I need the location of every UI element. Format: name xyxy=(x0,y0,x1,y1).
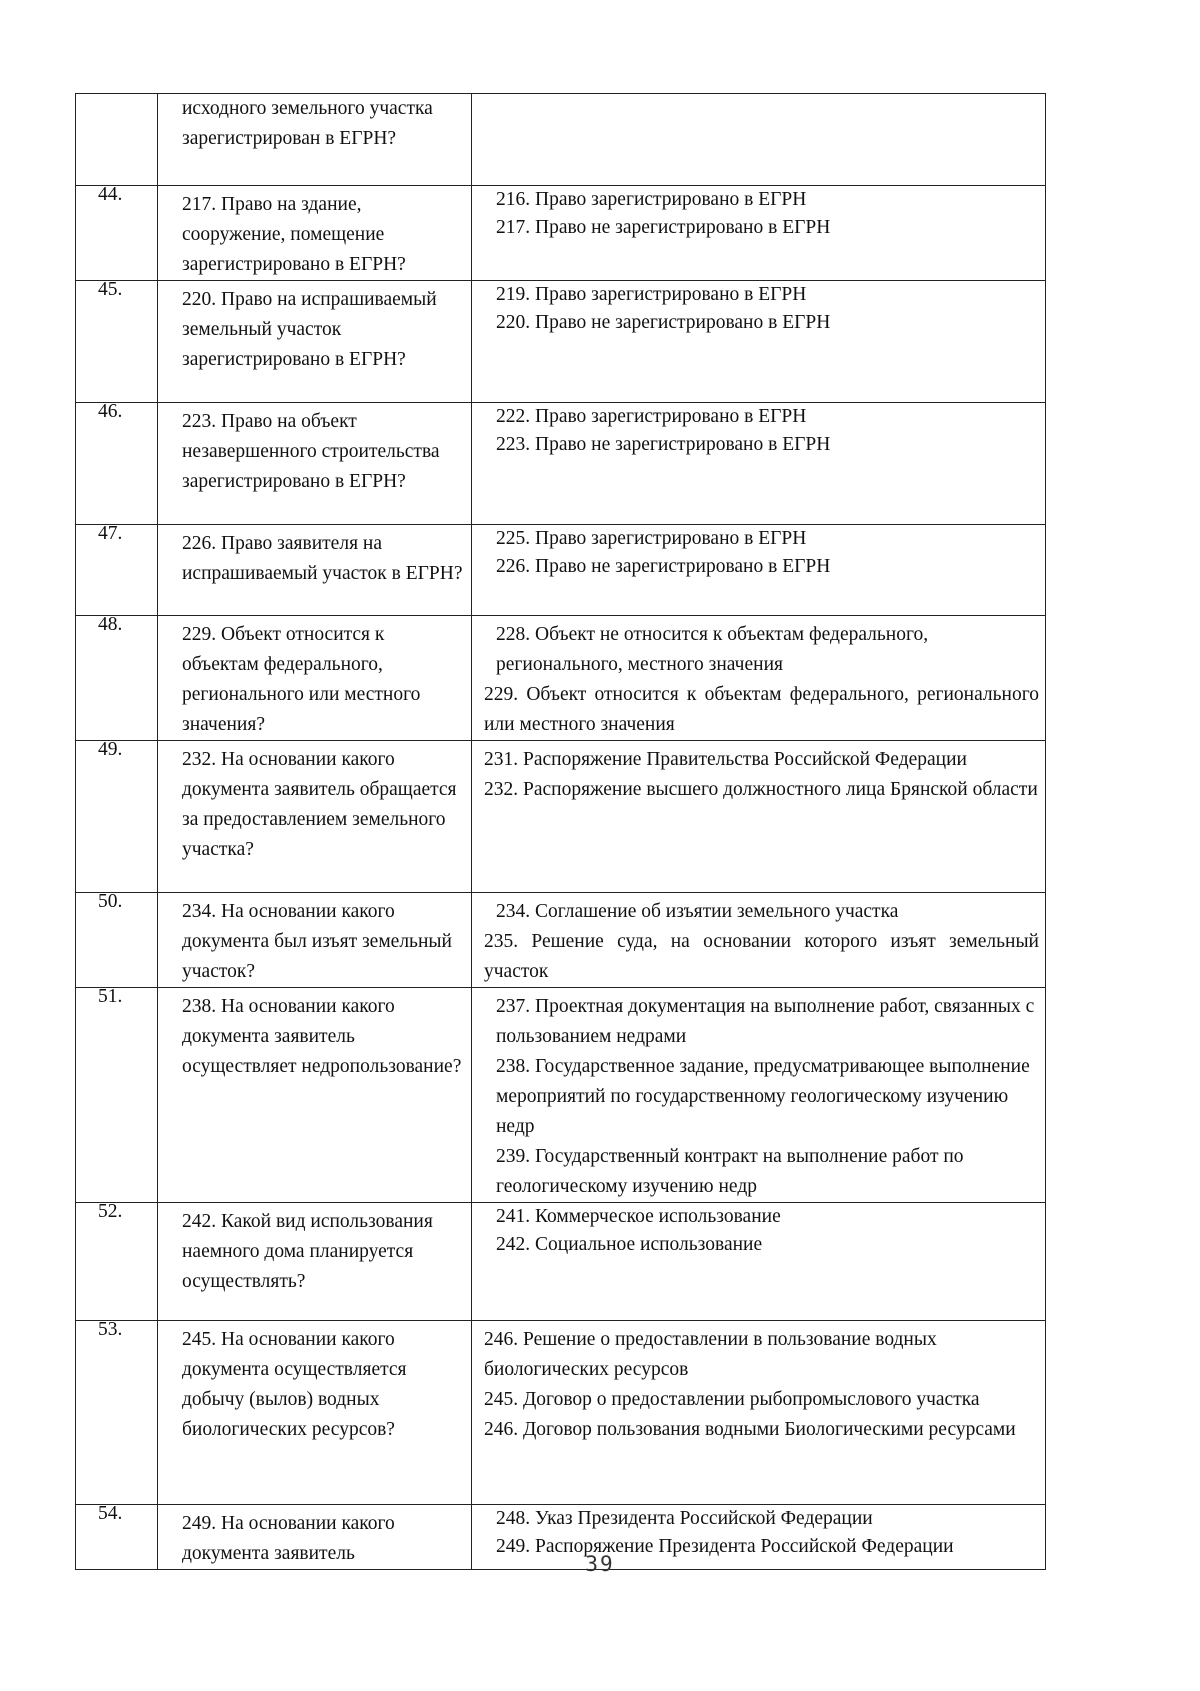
question-cell xyxy=(158,281,472,403)
question-cell xyxy=(158,94,472,186)
question-cell xyxy=(158,525,472,616)
row-number: 48. xyxy=(98,614,123,635)
answer-option: 226. Право не зарегистрировано в ЕГРН xyxy=(496,556,831,577)
row-number: 44. xyxy=(98,184,123,205)
question-text: 229. Объект относится к объектам федерального, регионального или местного значения? xyxy=(182,624,421,735)
row-number-cell xyxy=(76,988,158,1203)
question-cell xyxy=(158,186,472,281)
question-text: 217. Право на здание, сооружение, помещение зарегистрировано в ЕГРН? xyxy=(182,194,406,275)
row-number: 50. xyxy=(98,891,123,912)
question-cell xyxy=(158,893,472,988)
table-row xyxy=(76,94,1046,186)
row-number: 46. xyxy=(98,401,123,422)
answer-option: 232. Распоряжение высшего должностного лица Брянской области xyxy=(484,779,1038,800)
table-row xyxy=(76,893,1046,988)
row-number: 45. xyxy=(98,279,123,300)
answer-options-cell xyxy=(472,1321,1046,1505)
row-number-cell xyxy=(76,525,158,616)
answer-option: 245. Договор о предоставлении рыбопромыслового участка xyxy=(484,1389,980,1410)
question-cell xyxy=(158,988,472,1203)
question-cell xyxy=(158,1321,472,1505)
question-cell xyxy=(158,741,472,893)
question-text: 234. На основании какого документа был изъят земельный участок? xyxy=(182,901,452,982)
answer-option: 234. Соглашение об изъятии земельного участка xyxy=(496,901,899,922)
answer-option: 228. Объект не относится к объектам федерального, регионального, местного значения xyxy=(496,624,929,675)
answer-option: 241. Коммерческое использование xyxy=(496,1206,781,1227)
answer-options-cell xyxy=(472,403,1046,525)
answer-option: 249. Распоряжение Президента Российской Федерации xyxy=(496,1536,954,1557)
answer-option: 225. Право зарегистрировано в ЕГРН xyxy=(496,528,807,549)
answer-options-cell xyxy=(472,281,1046,403)
question-text: 238. На основании какого документа заявитель осуществляет недропользование? xyxy=(182,996,462,1077)
answer-option: 217. Право не зарегистрировано в ЕГРН xyxy=(496,217,831,238)
row-number-cell xyxy=(76,281,158,403)
answer-option: 235. Решение суда, на основании которого изъят земельный участок xyxy=(484,931,1039,982)
row-number-cell xyxy=(76,403,158,525)
answer-options-cell xyxy=(472,94,1046,186)
row-number-cell xyxy=(76,616,158,741)
row-number: 54. xyxy=(98,1503,123,1524)
answer-options-cell xyxy=(472,616,1046,741)
table-row xyxy=(76,525,1046,616)
answer-option: 248. Указ Президента Российской Федерации xyxy=(496,1508,873,1529)
row-number-cell xyxy=(76,186,158,281)
question-cell xyxy=(158,403,472,525)
answer-option: 238. Государственное задание, предусматривающее выполнение мероприятий по государственному геологическому изучению недр xyxy=(496,1056,1030,1137)
row-number: 53. xyxy=(98,1319,123,1340)
row-number: 52. xyxy=(98,1201,123,1222)
answer-options-cell xyxy=(472,525,1046,616)
row-number-cell xyxy=(76,1203,158,1321)
answer-option: 237. Проектная документация на выполнение работ, связанных с пользованием недрами xyxy=(496,996,1035,1047)
answer-options-cell xyxy=(472,893,1046,988)
question-text: исходного земельного участка зарегистрирован в ЕГРН? xyxy=(182,98,433,149)
answer-option: 242. Социальное использование xyxy=(496,1234,763,1255)
row-number-cell xyxy=(76,1321,158,1505)
row-number: 47. xyxy=(98,523,123,544)
row-number-cell xyxy=(76,94,158,186)
answer-option: 246. Договор пользования водными Биологическими ресурсами xyxy=(484,1419,1016,1440)
answer-option: 229. Объект относится к объектам федерального, регионального или местного значения xyxy=(484,684,1039,735)
row-number: 51. xyxy=(98,986,123,1007)
answer-option: 222. Право зарегистрировано в ЕГРН xyxy=(496,406,807,427)
table-row xyxy=(76,988,1046,1203)
question-cell xyxy=(158,1203,472,1321)
page-number: 39 xyxy=(585,1552,615,1576)
answer-option: 246. Решение о предоставлении в пользование водных биологических ресурсов xyxy=(484,1329,937,1380)
question-text: 242. Какой вид использования наемного дома планируется осуществлять? xyxy=(182,1211,433,1292)
answer-option: 220. Право не зарегистрировано в ЕГРН xyxy=(496,312,831,333)
table-row xyxy=(76,1203,1046,1321)
question-text: 245. На основании какого документа осуществляется добычу (вылов) водных биологических ресурсов? xyxy=(182,1329,407,1440)
table-row xyxy=(76,616,1046,741)
answer-options-cell xyxy=(472,741,1046,893)
answer-option: 223. Право не зарегистрировано в ЕГРН xyxy=(496,434,831,455)
table-row xyxy=(76,186,1046,281)
table-row xyxy=(76,741,1046,893)
answer-options-cell xyxy=(472,1203,1046,1321)
row-number-cell xyxy=(76,893,158,988)
question-text: 249. На основании какого документа заявитель xyxy=(182,1513,395,1564)
question-text: 220. Право на испрашиваемый земельный участок зарегистрировано в ЕГРН? xyxy=(182,289,437,370)
answer-option: 216. Право зарегистрировано в ЕГРН xyxy=(496,189,807,210)
question-text: 223. Право на объект незавершенного строительства зарегистрировано в ЕГРН? xyxy=(182,411,440,492)
table-row xyxy=(76,403,1046,525)
row-number-cell xyxy=(76,741,158,893)
answer-option: 239. Государственный контракт на выполнение работ по геологическому изучению недр xyxy=(496,1146,964,1197)
table-row xyxy=(76,281,1046,403)
question-text: 232. На основании какого документа заявитель обращается за предоставлением земельного участка? xyxy=(182,749,457,860)
table-row xyxy=(76,1321,1046,1505)
answer-options-cell xyxy=(472,186,1046,281)
criteria-table xyxy=(75,93,1046,1570)
question-cell xyxy=(158,616,472,741)
question-text: 226. Право заявителя на испрашиваемый участок в ЕГРН? xyxy=(182,533,463,584)
row-number: 49. xyxy=(98,739,123,760)
answer-option: 219. Право зарегистрировано в ЕГРН xyxy=(496,284,807,305)
answer-options-cell xyxy=(472,988,1046,1203)
answer-option: 231. Распоряжение Правительства Российской Федерации xyxy=(484,749,967,770)
